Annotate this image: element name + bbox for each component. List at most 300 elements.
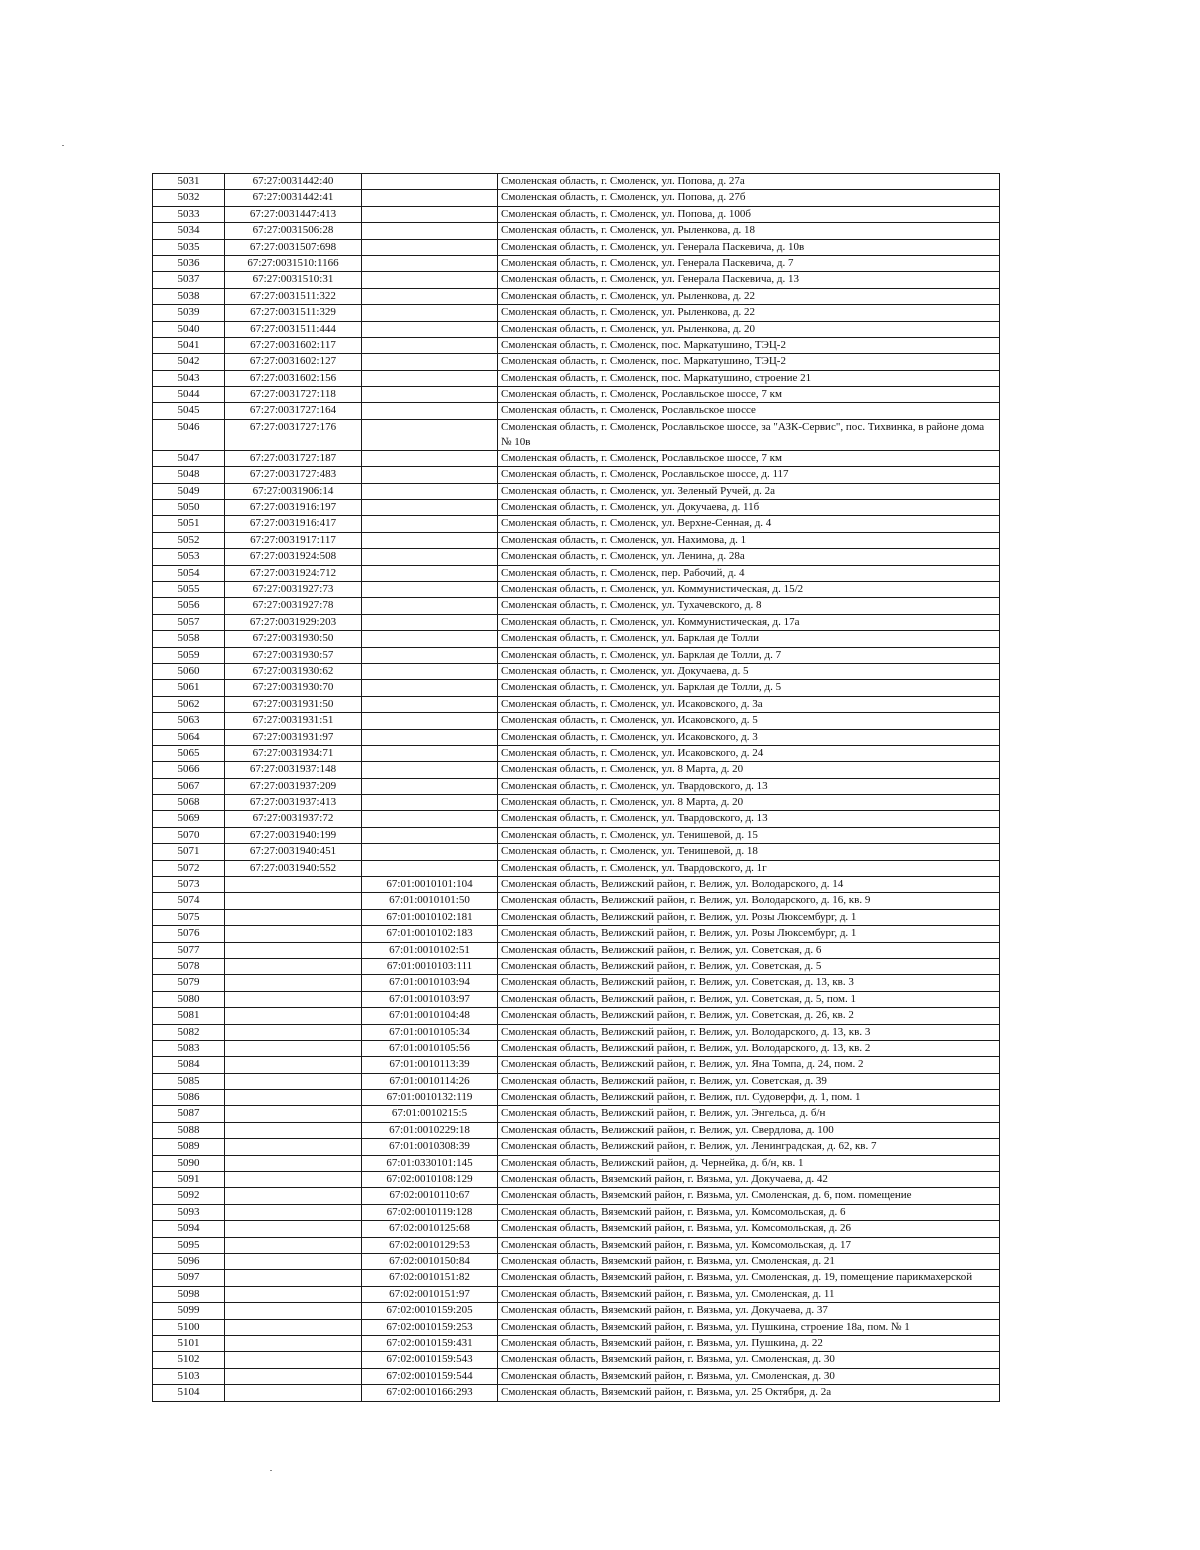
row-number-cell: 5104 (153, 1385, 225, 1401)
table-row (153, 1319, 1000, 1335)
table-row (153, 1122, 1000, 1138)
address-cell: Смоленская область, г. Смоленск, ул. Тухачевского, д. 8 (498, 598, 1000, 614)
building-cadastral-number-cell (362, 647, 498, 663)
address-cell: Смоленская область, г. Смоленск, ул. Тенишевой, д. 18 (498, 844, 1000, 860)
building-cadastral-number-cell (362, 288, 498, 304)
address-cell: Смоленская область, г. Смоленск, ул. Верхне-Сенная, д. 4 (498, 516, 1000, 532)
row-number-cell: 5047 (153, 450, 225, 466)
table-row (153, 1073, 1000, 1089)
cadastral-number-cell: 67:27:0031916:197 (225, 500, 362, 516)
table-row (153, 223, 1000, 239)
table-row (153, 565, 1000, 581)
table-row (153, 975, 1000, 991)
building-cadastral-number-cell (362, 174, 498, 190)
cadastral-number-cell (225, 1237, 362, 1253)
address-cell: Смоленская область, г. Смоленск, ул. Твардовского, д. 1г (498, 860, 1000, 876)
address-cell: Смоленская область, г. Смоленск, ул. Рыленкова, д. 18 (498, 223, 1000, 239)
cadastral-number-cell: 67:27:0031930:50 (225, 631, 362, 647)
address-cell: Смоленская область, г. Смоленск, Рославльское шоссе, д. 117 (498, 467, 1000, 483)
row-number-cell: 5082 (153, 1024, 225, 1040)
table-row (153, 795, 1000, 811)
cadastral-number-cell (225, 1106, 362, 1122)
table-row (153, 500, 1000, 516)
address-cell: Смоленская область, г. Смоленск, ул. Попова, д. 100б (498, 206, 1000, 222)
row-number-cell: 5065 (153, 745, 225, 761)
table-row (153, 1221, 1000, 1237)
building-cadastral-number-cell (362, 795, 498, 811)
address-cell: Смоленская область, г. Смоленск, ул. Исаковского, д. 3а (498, 696, 1000, 712)
building-cadastral-number-cell: 67:02:0010151:97 (362, 1286, 498, 1302)
cadastral-number-cell: 67:27:0031930:62 (225, 663, 362, 679)
address-cell: Смоленская область, г. Смоленск, ул. 8 Марта, д. 20 (498, 762, 1000, 778)
table-row (153, 305, 1000, 321)
table-row (153, 942, 1000, 958)
table-row (153, 614, 1000, 630)
cadastral-number-cell: 67:27:0031934:71 (225, 745, 362, 761)
row-number-cell: 5050 (153, 500, 225, 516)
row-number-cell: 5035 (153, 239, 225, 255)
building-cadastral-number-cell: 67:01:0010132:119 (362, 1090, 498, 1106)
building-cadastral-number-cell: 67:02:0010159:543 (362, 1352, 498, 1368)
table-row (153, 1040, 1000, 1056)
cadastral-number-cell: 67:27:0031931:97 (225, 729, 362, 745)
building-cadastral-number-cell (362, 419, 498, 450)
cadastral-number-cell (225, 1008, 362, 1024)
table-row (153, 532, 1000, 548)
table-row (153, 581, 1000, 597)
cadastral-number-cell: 67:27:0031511:329 (225, 305, 362, 321)
cadastral-number-cell: 67:27:0031930:57 (225, 647, 362, 663)
cadastral-number-cell: 67:27:0031507:698 (225, 239, 362, 255)
cadastral-number-cell (225, 1090, 362, 1106)
table-row (153, 549, 1000, 565)
cadastral-number-cell: 67:27:0031442:40 (225, 174, 362, 190)
building-cadastral-number-cell (362, 598, 498, 614)
cadastral-number-cell: 67:27:0031506:28 (225, 223, 362, 239)
building-cadastral-number-cell: 67:02:0010119:128 (362, 1204, 498, 1220)
address-cell: Смоленская область, Велижский район, г. Велиж, ул. Энгельса, д. б/н (498, 1106, 1000, 1122)
cadastral-number-cell: 67:27:0031602:156 (225, 370, 362, 386)
building-cadastral-number-cell (362, 745, 498, 761)
address-cell: Смоленская область, Велижский район, г. Велиж, ул. Свердлова, д. 100 (498, 1122, 1000, 1138)
row-number-cell: 5051 (153, 516, 225, 532)
cadastral-number-cell: 67:27:0031924:508 (225, 549, 362, 565)
building-cadastral-number-cell: 67:02:0010151:82 (362, 1270, 498, 1286)
address-cell: Смоленская область, Велижский район, г. Велиж, ул. Ленинградская, д. 62, кв. 7 (498, 1139, 1000, 1155)
address-cell: Смоленская область, Велижский район, д. Чернейка, д. б/н, кв. 1 (498, 1155, 1000, 1171)
building-cadastral-number-cell (362, 631, 498, 647)
cadastral-number-cell: 67:27:0031602:117 (225, 337, 362, 353)
building-cadastral-number-cell: 67:01:0010114:26 (362, 1073, 498, 1089)
row-number-cell: 5102 (153, 1352, 225, 1368)
table-row (153, 647, 1000, 663)
address-cell: Смоленская область, Вяземский район, г. Вязьма, ул. Докучаева, д. 42 (498, 1172, 1000, 1188)
building-cadastral-number-cell (362, 663, 498, 679)
address-cell: Смоленская область, Велижский район, г. Велиж, ул. Советская, д. 6 (498, 942, 1000, 958)
building-cadastral-number-cell (362, 387, 498, 403)
table-row (153, 909, 1000, 925)
table-row (153, 762, 1000, 778)
building-cadastral-number-cell (362, 450, 498, 466)
row-number-cell: 5049 (153, 483, 225, 499)
table-row (153, 729, 1000, 745)
building-cadastral-number-cell: 67:01:0010113:39 (362, 1057, 498, 1073)
address-cell: Смоленская область, Велижский район, г. Велиж, ул. Володарского, д. 16, кв. 9 (498, 893, 1000, 909)
cadastral-number-cell (225, 877, 362, 893)
table-row (153, 680, 1000, 696)
row-number-cell: 5062 (153, 696, 225, 712)
cadastral-number-cell: 67:27:0031917:117 (225, 532, 362, 548)
cadastral-number-cell: 67:27:0031727:187 (225, 450, 362, 466)
row-number-cell: 5061 (153, 680, 225, 696)
table-row (153, 991, 1000, 1007)
table-row (153, 877, 1000, 893)
row-number-cell: 5054 (153, 565, 225, 581)
building-cadastral-number-cell (362, 680, 498, 696)
building-cadastral-number-cell: 67:02:0010159:431 (362, 1335, 498, 1351)
building-cadastral-number-cell: 67:02:0010159:253 (362, 1319, 498, 1335)
building-cadastral-number-cell: 67:01:0010101:50 (362, 893, 498, 909)
address-cell: Смоленская область, Вяземский район, г. Вязьма, ул. Смоленская, д. 11 (498, 1286, 1000, 1302)
cadastral-number-cell (225, 942, 362, 958)
table-row (153, 403, 1000, 419)
address-cell: Смоленская область, Вяземский район, г. Вязьма, ул. Смоленская, д. 6, пом. помещение (498, 1188, 1000, 1204)
building-cadastral-number-cell (362, 255, 498, 271)
cadastral-number-cell: 67:27:0031931:50 (225, 696, 362, 712)
address-cell: Смоленская область, г. Смоленск, ул. Генерала Паскевича, д. 13 (498, 272, 1000, 288)
cadastral-number-cell: 67:27:0031931:51 (225, 713, 362, 729)
row-number-cell: 5043 (153, 370, 225, 386)
address-cell: Смоленская область, Велижский район, г. Велиж, пл. Судоверфи, д. 1, пом. 1 (498, 1090, 1000, 1106)
cadastral-number-cell: 67:27:0031727:483 (225, 467, 362, 483)
row-number-cell: 5094 (153, 1221, 225, 1237)
address-cell: Смоленская область, Велижский район, г. Велиж, ул. Володарского, д. 14 (498, 877, 1000, 893)
cadastral-number-cell (225, 1040, 362, 1056)
cadastral-number-cell: 67:27:0031940:199 (225, 827, 362, 843)
row-number-cell: 5088 (153, 1122, 225, 1138)
row-number-cell: 5057 (153, 614, 225, 630)
cadastral-number-cell (225, 1221, 362, 1237)
address-cell: Смоленская область, г. Смоленск, ул. Генерала Паскевича, д. 7 (498, 255, 1000, 271)
cadastral-number-cell (225, 958, 362, 974)
row-number-cell: 5066 (153, 762, 225, 778)
row-number-cell: 5056 (153, 598, 225, 614)
building-cadastral-number-cell: 67:01:0010103:111 (362, 958, 498, 974)
table-row (153, 1155, 1000, 1171)
table-row (153, 255, 1000, 271)
row-number-cell: 5093 (153, 1204, 225, 1220)
table-row (153, 450, 1000, 466)
address-cell: Смоленская область, г. Смоленск, пер. Рабочий, д. 4 (498, 565, 1000, 581)
row-number-cell: 5067 (153, 778, 225, 794)
building-cadastral-number-cell (362, 549, 498, 565)
address-cell: Смоленская область, Велижский район, г. Велиж, ул. Советская, д. 13, кв. 3 (498, 975, 1000, 991)
address-cell: Смоленская область, г. Смоленск, ул. Генерала Паскевича, д. 10в (498, 239, 1000, 255)
building-cadastral-number-cell: 67:01:0010103:94 (362, 975, 498, 991)
row-number-cell: 5032 (153, 190, 225, 206)
row-number-cell: 5044 (153, 387, 225, 403)
address-cell: Смоленская область, г. Смоленск, ул. Рыленкова, д. 20 (498, 321, 1000, 337)
table-row (153, 598, 1000, 614)
table-row (153, 811, 1000, 827)
table-row (153, 860, 1000, 876)
building-cadastral-number-cell (362, 321, 498, 337)
table-row (153, 844, 1000, 860)
table-row (153, 1286, 1000, 1302)
address-cell: Смоленская область, Вяземский район, г. Вязьма, ул. Смоленская, д. 30 (498, 1368, 1000, 1384)
table-row (153, 1008, 1000, 1024)
building-cadastral-number-cell (362, 778, 498, 794)
building-cadastral-number-cell: 67:02:0010150:84 (362, 1254, 498, 1270)
building-cadastral-number-cell (362, 467, 498, 483)
table-row (153, 174, 1000, 190)
cadastral-number-cell (225, 1122, 362, 1138)
cadastral-number-cell: 67:27:0031940:552 (225, 860, 362, 876)
building-cadastral-number-cell (362, 565, 498, 581)
address-cell: Смоленская область, Велижский район, г. Велиж, ул. Розы Люксембург, д. 1 (498, 909, 1000, 925)
building-cadastral-number-cell (362, 532, 498, 548)
row-number-cell: 5074 (153, 893, 225, 909)
row-number-cell: 5095 (153, 1237, 225, 1253)
row-number-cell: 5085 (153, 1073, 225, 1089)
address-cell: Смоленская область, г. Смоленск, ул. Попова, д. 27б (498, 190, 1000, 206)
building-cadastral-number-cell (362, 206, 498, 222)
building-cadastral-number-cell: 67:01:0330101:145 (362, 1155, 498, 1171)
building-cadastral-number-cell (362, 696, 498, 712)
cadastral-number-cell (225, 926, 362, 942)
building-cadastral-number-cell (362, 516, 498, 532)
address-cell: Смоленская область, г. Смоленск, ул. Барклая де Толли (498, 631, 1000, 647)
cadastral-number-cell: 67:27:0031916:417 (225, 516, 362, 532)
address-cell: Смоленская область, г. Смоленск, пос. Маркатушино, строение 21 (498, 370, 1000, 386)
cadastral-number-cell: 67:27:0031510:31 (225, 272, 362, 288)
row-number-cell: 5059 (153, 647, 225, 663)
building-cadastral-number-cell (362, 370, 498, 386)
row-number-cell: 5036 (153, 255, 225, 271)
cadastral-number-cell: 67:27:0031937:148 (225, 762, 362, 778)
table-row (153, 1303, 1000, 1319)
table-row (153, 631, 1000, 647)
table-row (153, 926, 1000, 942)
table-row (153, 1270, 1000, 1286)
cadastral-number-cell (225, 1188, 362, 1204)
row-number-cell: 5091 (153, 1172, 225, 1188)
address-cell: Смоленская область, Велижский район, г. Велиж, ул. Советская, д. 5 (498, 958, 1000, 974)
table-row (153, 745, 1000, 761)
row-number-cell: 5090 (153, 1155, 225, 1171)
address-cell: Смоленская область, Велижский район, г. Велиж, ул. Советская, д. 39 (498, 1073, 1000, 1089)
address-cell: Смоленская область, Вяземский район, г. Вязьма, ул. Комсомольская, д. 17 (498, 1237, 1000, 1253)
table-row (153, 1368, 1000, 1384)
cadastral-number-cell: 67:27:0031906:14 (225, 483, 362, 499)
cadastral-number-cell: 67:27:0031937:72 (225, 811, 362, 827)
table-row (153, 1188, 1000, 1204)
cadastral-number-cell (225, 1368, 362, 1384)
address-cell: Смоленская область, Велижский район, г. Велиж, ул. Розы Люксембург, д. 1 (498, 926, 1000, 942)
table-row (153, 1254, 1000, 1270)
cadastral-number-cell (225, 1352, 362, 1368)
row-number-cell: 5034 (153, 223, 225, 239)
objects-table-body (153, 174, 1000, 1402)
cadastral-number-cell: 67:27:0031940:451 (225, 844, 362, 860)
cadastral-number-cell: 67:27:0031442:41 (225, 190, 362, 206)
row-number-cell: 5099 (153, 1303, 225, 1319)
address-cell: Смоленская область, г. Смоленск, ул. Исаковского, д. 24 (498, 745, 1000, 761)
building-cadastral-number-cell: 67:02:0010110:67 (362, 1188, 498, 1204)
address-cell: Смоленская область, Вяземский район, г. Вязьма, ул. Смоленская, д. 19, помещение парикмахерской (498, 1270, 1000, 1286)
building-cadastral-number-cell: 67:01:0010229:18 (362, 1122, 498, 1138)
table-row (153, 321, 1000, 337)
table-row (153, 696, 1000, 712)
building-cadastral-number-cell: 67:02:0010129:53 (362, 1237, 498, 1253)
cadastral-number-cell (225, 975, 362, 991)
table-row (153, 288, 1000, 304)
address-cell: Смоленская область, г. Смоленск, Рославльское шоссе, за "АЗК-Сервис", пос. Тихвинка, в районе дома № 10в (498, 419, 1000, 450)
row-number-cell: 5086 (153, 1090, 225, 1106)
table-row (153, 467, 1000, 483)
cadastral-number-cell (225, 1319, 362, 1335)
address-cell: Смоленская область, г. Смоленск, ул. Коммунистическая, д. 17а (498, 614, 1000, 630)
address-cell: Смоленская область, г. Смоленск, ул. 8 Марта, д. 20 (498, 795, 1000, 811)
cadastral-number-cell (225, 1286, 362, 1302)
row-number-cell: 5052 (153, 532, 225, 548)
row-number-cell: 5060 (153, 663, 225, 679)
cadastral-number-cell (225, 1073, 362, 1089)
building-cadastral-number-cell: 67:01:0010102:181 (362, 909, 498, 925)
address-cell: Смоленская область, г. Смоленск, ул. Рыленкова, д. 22 (498, 305, 1000, 321)
address-cell: Смоленская область, Вяземский район, г. Вязьма, ул. Докучаева, д. 37 (498, 1303, 1000, 1319)
row-number-cell: 5097 (153, 1270, 225, 1286)
address-cell: Смоленская область, г. Смоленск, пос. Маркатушино, ТЭЦ-2 (498, 354, 1000, 370)
row-number-cell: 5041 (153, 337, 225, 353)
cadastral-number-cell: 67:27:0031727:118 (225, 387, 362, 403)
cadastral-number-cell: 67:27:0031927:73 (225, 581, 362, 597)
cadastral-number-cell: 67:27:0031927:78 (225, 598, 362, 614)
address-cell: Смоленская область, Велижский район, г. Велиж, ул. Яна Томпа, д. 24, пом. 2 (498, 1057, 1000, 1073)
building-cadastral-number-cell (362, 827, 498, 843)
building-cadastral-number-cell: 67:01:0010104:48 (362, 1008, 498, 1024)
address-cell: Смоленская область, г. Смоленск, ул. Коммунистическая, д. 15/2 (498, 581, 1000, 597)
row-number-cell: 5037 (153, 272, 225, 288)
row-number-cell: 5096 (153, 1254, 225, 1270)
cadastral-number-cell (225, 1303, 362, 1319)
address-cell: Смоленская область, Вяземский район, г. Вязьма, ул. Пушкина, строение 18а, пом. № 1 (498, 1319, 1000, 1335)
building-cadastral-number-cell (362, 713, 498, 729)
cadastral-number-cell: 67:27:0031511:444 (225, 321, 362, 337)
building-cadastral-number-cell (362, 403, 498, 419)
address-cell: Смоленская область, Вяземский район, г. Вязьма, ул. Комсомольская, д. 26 (498, 1221, 1000, 1237)
cadastral-number-cell: 67:27:0031447:413 (225, 206, 362, 222)
cadastral-number-cell (225, 909, 362, 925)
table-row (153, 370, 1000, 386)
building-cadastral-number-cell: 67:01:0010102:51 (362, 942, 498, 958)
building-cadastral-number-cell (362, 811, 498, 827)
address-cell: Смоленская область, г. Смоленск, ул. Докучаева, д. 5 (498, 663, 1000, 679)
row-number-cell: 5073 (153, 877, 225, 893)
address-cell: Смоленская область, Вяземский район, г. Вязьма, ул. 25 Октября, д. 2а (498, 1385, 1000, 1401)
building-cadastral-number-cell: 67:02:0010108:129 (362, 1172, 498, 1188)
building-cadastral-number-cell: 67:02:0010159:205 (362, 1303, 498, 1319)
cadastral-number-cell (225, 1254, 362, 1270)
building-cadastral-number-cell (362, 272, 498, 288)
row-number-cell: 5089 (153, 1139, 225, 1155)
cadastral-number-cell: 67:27:0031727:176 (225, 419, 362, 450)
table-row (153, 1139, 1000, 1155)
table-row (153, 1090, 1000, 1106)
address-cell: Смоленская область, г. Смоленск, ул. Зеленый Ручей, д. 2а (498, 483, 1000, 499)
address-cell: Смоленская область, г. Смоленск, ул. Твардовского, д. 13 (498, 811, 1000, 827)
table-row (153, 893, 1000, 909)
row-number-cell: 5071 (153, 844, 225, 860)
table-row (153, 663, 1000, 679)
cadastral-number-cell (225, 1024, 362, 1040)
table-row (153, 1106, 1000, 1122)
table-row (153, 778, 1000, 794)
address-cell: Смоленская область, Вяземский район, г. Вязьма, ул. Комсомольская, д. 6 (498, 1204, 1000, 1220)
cadastral-number-cell: 67:27:0031924:712 (225, 565, 362, 581)
address-cell: Смоленская область, г. Смоленск, ул. Попова, д. 27а (498, 174, 1000, 190)
building-cadastral-number-cell (362, 581, 498, 597)
row-number-cell: 5042 (153, 354, 225, 370)
row-number-cell: 5053 (153, 549, 225, 565)
table-row (153, 483, 1000, 499)
address-cell: Смоленская область, г. Смоленск, ул. Ленина, д. 28а (498, 549, 1000, 565)
row-number-cell: 5103 (153, 1368, 225, 1384)
row-number-cell: 5064 (153, 729, 225, 745)
building-cadastral-number-cell: 67:01:0010105:34 (362, 1024, 498, 1040)
row-number-cell: 5100 (153, 1319, 225, 1335)
objects-table (152, 173, 1000, 1402)
building-cadastral-number-cell (362, 239, 498, 255)
address-cell: Смоленская область, Велижский район, г. Велиж, ул. Володарского, д. 13, кв. 2 (498, 1040, 1000, 1056)
row-number-cell: 5038 (153, 288, 225, 304)
row-number-cell: 5075 (153, 909, 225, 925)
table-row (153, 337, 1000, 353)
building-cadastral-number-cell: 67:02:0010166:293 (362, 1385, 498, 1401)
row-number-cell: 5072 (153, 860, 225, 876)
cadastral-number-cell (225, 1172, 362, 1188)
address-cell: Смоленская область, Велижский район, г. Велиж, ул. Советская, д. 26, кв. 2 (498, 1008, 1000, 1024)
table-row (153, 272, 1000, 288)
row-number-cell: 5040 (153, 321, 225, 337)
cadastral-number-cell (225, 1139, 362, 1155)
building-cadastral-number-cell: 67:01:0010105:56 (362, 1040, 498, 1056)
cadastral-number-cell (225, 1385, 362, 1401)
cadastral-number-cell: 67:27:0031510:1166 (225, 255, 362, 271)
table-row (153, 827, 1000, 843)
table-row (153, 1237, 1000, 1253)
address-cell: Смоленская область, Вяземский район, г. Вязьма, ул. Пушкина, д. 22 (498, 1335, 1000, 1351)
building-cadastral-number-cell: 67:01:0010103:97 (362, 991, 498, 1007)
cadastral-number-cell (225, 893, 362, 909)
table-row (153, 1204, 1000, 1220)
table-row (153, 239, 1000, 255)
row-number-cell: 5079 (153, 975, 225, 991)
row-number-cell: 5048 (153, 467, 225, 483)
table-row (153, 1057, 1000, 1073)
building-cadastral-number-cell (362, 190, 498, 206)
table-row (153, 419, 1000, 450)
row-number-cell: 5031 (153, 174, 225, 190)
building-cadastral-number-cell: 67:01:0010102:183 (362, 926, 498, 942)
cadastral-number-cell: 67:27:0031511:322 (225, 288, 362, 304)
cadastral-number-cell: 67:27:0031937:413 (225, 795, 362, 811)
address-cell: Смоленская область, г. Смоленск, ул. Докучаева, д. 11б (498, 500, 1000, 516)
table-row (153, 1024, 1000, 1040)
cadastral-number-cell: 67:27:0031929:203 (225, 614, 362, 630)
address-cell: Смоленская область, г. Смоленск, ул. Барклая де Толли, д. 7 (498, 647, 1000, 663)
table-row (153, 713, 1000, 729)
